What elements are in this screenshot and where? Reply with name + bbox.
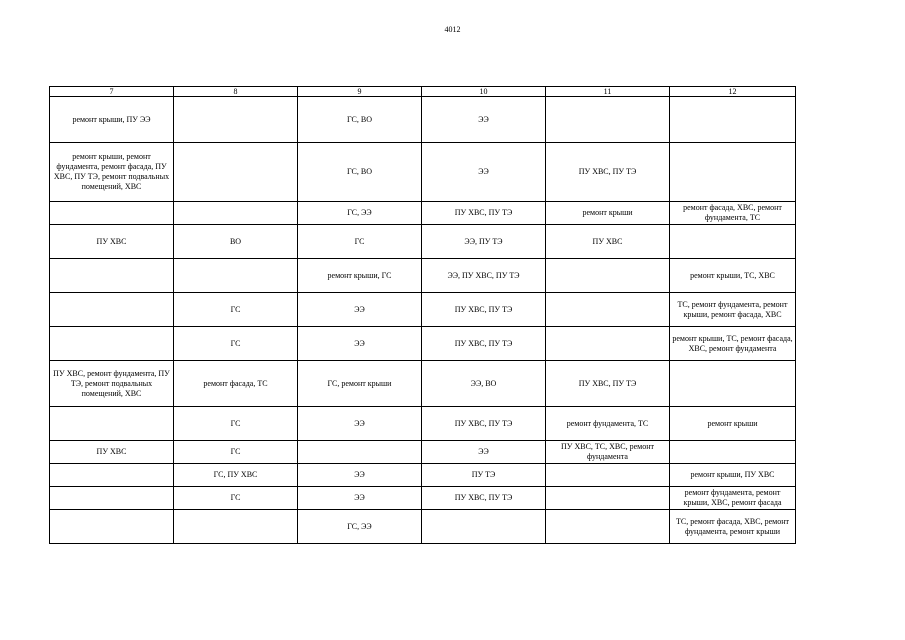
table-cell: ГС	[298, 225, 422, 259]
table-cell: ПУ ХВС	[546, 225, 670, 259]
table-cell	[670, 225, 796, 259]
table-cell	[298, 441, 422, 464]
table-cell: ЭЭ	[422, 441, 546, 464]
table-cell: ГС	[174, 487, 298, 510]
table-row	[50, 361, 796, 407]
table-cell	[546, 327, 670, 361]
table-row	[50, 97, 796, 143]
table-row	[50, 143, 796, 202]
table-cell	[50, 407, 174, 441]
table-cell	[546, 259, 670, 293]
table-cell	[174, 510, 298, 544]
table-row	[50, 441, 796, 464]
table-cell: ПУ ХВС, ПУ ТЭ	[546, 143, 670, 202]
table-cell: ВО	[174, 225, 298, 259]
works-table	[49, 86, 796, 544]
table-cell: ГС, ВО	[298, 143, 422, 202]
column-header: 7	[50, 87, 174, 97]
table-cell: ЭЭ, ПУ ХВС, ПУ ТЭ	[422, 259, 546, 293]
table-cell: ГС, ремонт крыши	[298, 361, 422, 407]
table-cell	[546, 293, 670, 327]
page-number: 4012	[444, 25, 461, 34]
table-row	[50, 293, 796, 327]
table-cell: ПУ ХВС	[50, 225, 174, 259]
table-cell: ГС	[174, 407, 298, 441]
table-cell: ГС, ПУ ХВС	[174, 464, 298, 487]
table-cell: ПУ ХВС	[50, 441, 174, 464]
table-cell: ремонт фасада, ТС	[174, 361, 298, 407]
table-cell: ПУ ХВС, ПУ ТЭ	[422, 202, 546, 225]
table-cell	[50, 464, 174, 487]
table-cell: ЭЭ	[298, 487, 422, 510]
table-cell: ГС	[174, 327, 298, 361]
table-cell	[174, 202, 298, 225]
table-cell: ЭЭ	[298, 407, 422, 441]
table-cell: ремонт крыши, ремонт фундамента, ремонт фасада, ПУ ХВС, ПУ ТЭ, ремонт подвальных помещений, ХВС	[50, 143, 174, 202]
table-cell	[422, 510, 546, 544]
table-cell	[50, 487, 174, 510]
table-cell: ГС, ЭЭ	[298, 510, 422, 544]
table-cell: ремонт фасада, ХВС, ремонт фундамента, ТС	[670, 202, 796, 225]
table-cell	[174, 259, 298, 293]
table-cell: ГС	[174, 441, 298, 464]
table-cell: ремонт крыши, ПУ ЭЭ	[50, 97, 174, 143]
table-cell: ремонт крыши, ТС, ремонт фасада, ХВС, ремонт фундамента	[670, 327, 796, 361]
column-header: 12	[670, 87, 796, 97]
table-cell	[670, 97, 796, 143]
table-cell	[546, 487, 670, 510]
table-cell: ПУ ТЭ	[422, 464, 546, 487]
table-cell: ПУ ХВС, ПУ ТЭ	[422, 327, 546, 361]
table-cell	[670, 143, 796, 202]
table-row	[50, 464, 796, 487]
table-row	[50, 202, 796, 225]
column-header: 11	[546, 87, 670, 97]
table-cell: ГС, ЭЭ	[298, 202, 422, 225]
table-cell: ЭЭ, ПУ ТЭ	[422, 225, 546, 259]
table-cell	[174, 97, 298, 143]
table-row	[50, 407, 796, 441]
table-cell: ПУ ХВС, ПУ ТЭ	[546, 361, 670, 407]
table-cell	[670, 441, 796, 464]
table-row	[50, 225, 796, 259]
table-cell	[50, 293, 174, 327]
table-row	[50, 327, 796, 361]
table-cell: ПУ ХВС, ПУ ТЭ	[422, 487, 546, 510]
table-cell: ЭЭ	[422, 143, 546, 202]
table-cell	[50, 510, 174, 544]
header-row	[50, 87, 796, 97]
table-cell: ремонт крыши, ПУ ХВС	[670, 464, 796, 487]
table-cell: ПУ ХВС, ремонт фундамента, ПУ ТЭ, ремонт подвальных помещений, ХВС	[50, 361, 174, 407]
table-cell: ПУ ХВС, ТС, ХВС, ремонт фундамента	[546, 441, 670, 464]
table-cell	[670, 361, 796, 407]
table-cell: ремонт крыши	[670, 407, 796, 441]
table-cell	[174, 143, 298, 202]
table-cell: ремонт крыши	[546, 202, 670, 225]
table-cell: ЭЭ	[298, 327, 422, 361]
table-cell	[50, 202, 174, 225]
table-cell: ГС	[174, 293, 298, 327]
table-cell: ПУ ХВС, ПУ ТЭ	[422, 293, 546, 327]
table-cell	[546, 510, 670, 544]
table-cell: ЭЭ	[298, 293, 422, 327]
table-cell	[546, 464, 670, 487]
table-row	[50, 259, 796, 293]
table-cell	[50, 259, 174, 293]
table-cell: ЭЭ	[298, 464, 422, 487]
table-cell: ремонт фундамента, ТС	[546, 407, 670, 441]
table-cell: ремонт крыши, ТС, ХВС	[670, 259, 796, 293]
column-header: 8	[174, 87, 298, 97]
table-cell: ГС, ВО	[298, 97, 422, 143]
table-row	[50, 510, 796, 544]
table-cell: ЭЭ, ВО	[422, 361, 546, 407]
table-cell: ТС, ремонт фасада, ХВС, ремонт фундамента, ремонт крыши	[670, 510, 796, 544]
table-row	[50, 487, 796, 510]
column-header: 10	[422, 87, 546, 97]
table-cell	[546, 97, 670, 143]
table-cell	[50, 327, 174, 361]
table-cell: ЭЭ	[422, 97, 546, 143]
column-header: 9	[298, 87, 422, 97]
table-cell: ремонт крыши, ГС	[298, 259, 422, 293]
table-cell: ПУ ХВС, ПУ ТЭ	[422, 407, 546, 441]
table-cell: ТС, ремонт фундамента, ремонт крыши, ремонт фасада, ХВС	[670, 293, 796, 327]
table-cell: ремонт фундамента, ремонт крыши, ХВС, ремонт фасада	[670, 487, 796, 510]
